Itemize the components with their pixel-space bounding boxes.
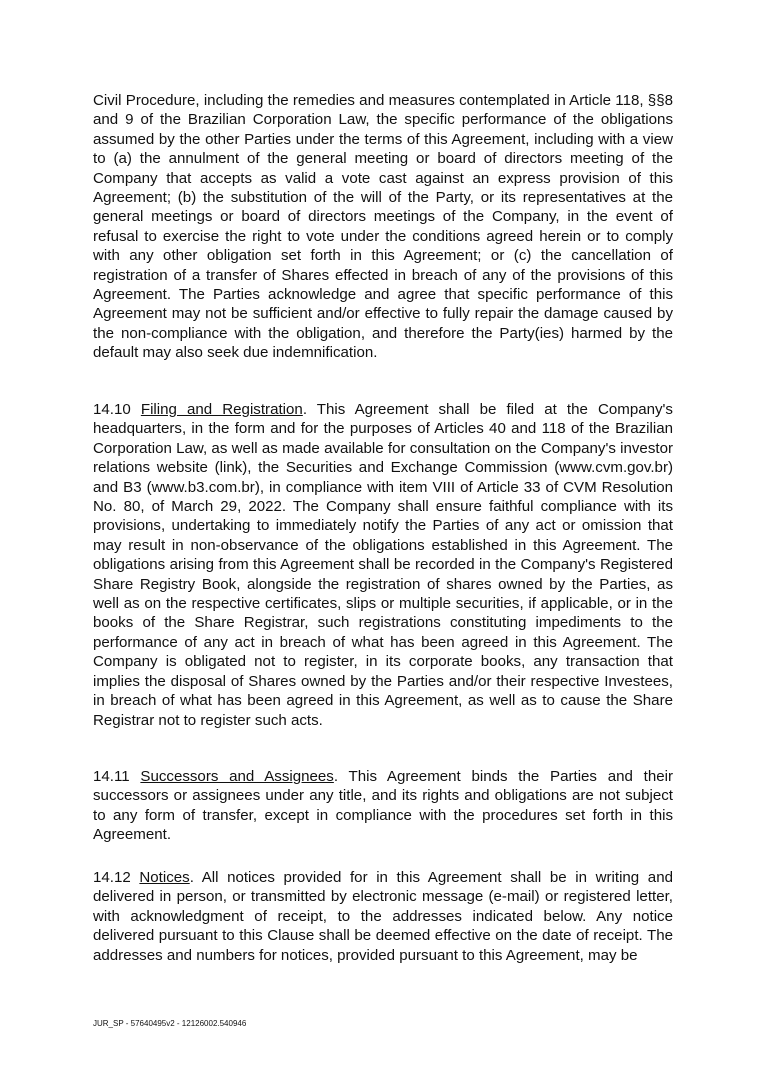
paragraph-notices bbox=[93, 868, 673, 965]
clause-title: Successors and Assignees bbox=[140, 768, 334, 785]
paragraph-text: . This Agreement binds the Parties and their successors or assignees under any title, and its rights and obligations are not subject to any form of transfer, except in compliance with the procedures set forth in this Agreement. bbox=[93, 768, 673, 844]
footer-document-id: JUR_SP - 57640495v2 - 12126002.540946 bbox=[93, 1019, 247, 1028]
paragraph-filing-and-registration bbox=[93, 400, 673, 730]
paragraph-specific-performance bbox=[93, 91, 673, 363]
clause-title: Filing and Registration bbox=[140, 401, 303, 418]
paragraph-successors-and-assignees bbox=[93, 767, 673, 845]
clause-number: 14.12 bbox=[93, 869, 131, 886]
paragraph-text: . This Agreement shall be filed at the Company's headquarters, in the form and for the purposes of Articles 40 and 118 of the Brazilian Corporation Law, as well as made available for consultation on the Company's investor relations website (link), the Securities and Exchange Commission (www.cvm.gov.br) and B3 (www.b3.com.br), in compliance with item VIII of Article 33 of CVM Resolution No. 80, of March 29, 2022. The Company shall ensure faithful compliance with its provisions, undertaking to immediately notify the Parties of any act or omission that may result in non-observance of the obligations established in this Agreement. The obligations arising from this Agreement shall be recorded in the Company's Registered Share Registry Book, alongside the registration of shares owned by the Parties, as well as on the respective certificates, slips or multiple securities, if applicable, or in the books of the Share Registrar, such registrations constituting impediments to the performance of any act in breach of what has been agreed in this Agreement. The Company is obligated not to register, in its corporate books, any transaction that implies the disposal of Shares owned by the Parties and/or their respective Investees, in breach of what has been agreed in this Agreement, as well as to cause the Share Registrar not to register such acts. bbox=[93, 401, 673, 729]
clause-number: 14.10 bbox=[93, 401, 131, 418]
paragraph-text: Civil Procedure, including the remedies and measures contemplated in Article 118, §§8 and 9 of the Brazilian Corporation Law, the specific performance of the obligations assumed by the other Parties under the terms of this Agreement, including with a view to (a) the annulment of the general meeting or board of directors meeting of the Company that accepts as valid a vote cast against an express provision of this Agreement; (b) the substitution of the will of the Party, or its representatives at the general meetings or board of directors meetings of the Company, in the event of refusal to exercise the right to vote under the conditions agreed herein or to comply with any other obligation set forth in this Agreement; or (c) the cancellation of registration of a transfer of Shares effected in breach of any of the provisions of this Agreement. The Parties acknowledge and agree that specific performance of this Agreement may not be sufficient and/or effective to fully repair the damage caused by the non-compliance with the obligation, and therefore the Party(ies) harmed by the default may also seek due indemnification. bbox=[93, 92, 673, 362]
clause-number: 14.11 bbox=[93, 768, 130, 785]
clause-title: Notices bbox=[139, 869, 190, 886]
paragraph-text: . All notices provided for in this Agreement shall be in writing and delivered in person, or transmitted by electronic message (e-mail) or registered letter, with acknowledgment of receipt, to the addresses indicated below. Any notice delivered pursuant to this Clause shall be deemed effective on the date of receipt. The addresses and numbers for notices, provided pursuant to this Agreement, may be bbox=[93, 869, 673, 964]
